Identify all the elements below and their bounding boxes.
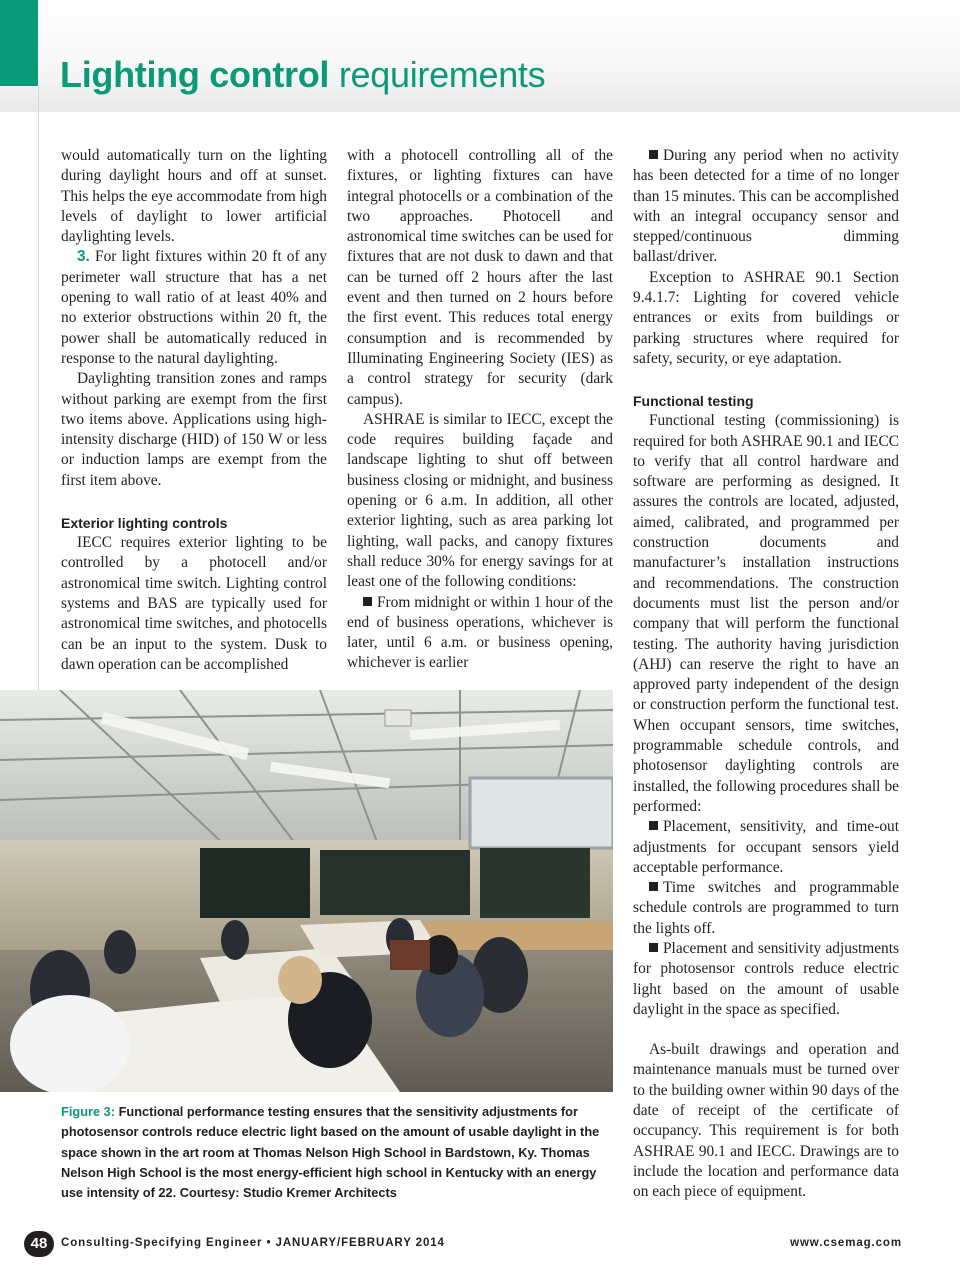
bullet-item	[347, 593, 613, 674]
paragraph: Exception to ASHRAE 90.1 Section 9.4.1.7: Lighting for covered vehicle entrances or exits from buildings or parking structures where required for safety, security, or eye adaptation.	[633, 268, 899, 367]
bullet-item	[633, 939, 899, 1020]
item-text: For light fixtures within 20 ft of any perimeter wall structure that has a net opening to wall ratio of at least 40% and no exterior obstructions within 20 ft, the power shall be automatically reduced in response to the natural daylighting.	[61, 248, 327, 367]
bullet-text: Placement, sensitivity, and time-out adjustments for occupant sensors yield acceptable performance.	[633, 818, 899, 876]
bullet-text: Time switches and programmable schedule controls are programmed to turn the lights off.	[633, 879, 899, 937]
bullet-text: From midnight or within 1 hour of the end of business operations, whichever is later, until 6 a.m. or business opening, whichever is earlier	[347, 593, 613, 672]
spacer	[633, 1020, 899, 1040]
paragraph: would automatically turn on the lighting during daylight hours and off at sunset. This helps the eye accommodate from high levels of daylight to lower artificial daylighting levels.	[61, 147, 327, 246]
page-title	[60, 54, 545, 96]
square-bullet-icon	[649, 821, 658, 830]
website-link[interactable]: www.csemag.com	[790, 1237, 902, 1249]
bullet-item	[633, 817, 899, 878]
item-number: 3.	[77, 248, 90, 266]
classroom-illustration	[0, 690, 613, 1092]
section-heading-exterior: Exterior lighting controls	[61, 515, 228, 532]
bullet-text: During any period when no activity has been detected for a time of no longer than 15 minutes. This can be accomplished with an integral occupancy sensor and stepped/continuous dimming ballast/driver.	[633, 147, 899, 266]
paragraph: with a photocell controlling all of the fixtures, or lighting fixtures can have integral photocells or a combination of the two approaches. Photocell and astronomical time switches can be used for fixtures that are not dusk to dawn and that can be turned off 2 hours after the last event and then turned on 2 hours before the first event. This reduces total energy consumption and is recommended by Illuminating Engineering Society (IES) as a control strategy for security (dark campus).	[347, 147, 613, 408]
page-number: 48	[24, 1231, 54, 1257]
square-bullet-icon	[649, 943, 658, 952]
bullet-text: Placement and sensitivity adjustments for photosensor controls reduce electric light based on the amount of usable daylight in the space as specified.	[633, 939, 899, 1018]
column-2	[347, 146, 613, 674]
publication-info: Consulting-Specifying Engineer • JANUARY/FEBRUARY 2014	[61, 1237, 445, 1249]
paragraph: Functional testing (commissioning) is required for both ASHRAE 90.1 and IECC to verify that all control hardware and software are performing as designed. It assures the controls are located, adjusted, aimed, calibrated, and programmed per construction documents and manufacturer’s installation instructions and recommendations. The construction documents must list the person and/or company that will perform the functional testing. The authority having jurisdiction (AHJ) can reserve the right to have an approved party independent of the design or construction perform the functional test. When occupant sensors, time switches, programmable schedule controls, and photosensor daylighting controls are installed, the following procedures shall be performed:	[633, 412, 899, 815]
bullet-item	[633, 146, 899, 268]
bullet-item	[633, 878, 899, 939]
square-bullet-icon	[649, 150, 658, 159]
section-heading-functional: Functional testing	[633, 393, 754, 410]
column-3	[633, 146, 899, 1203]
accent-bar	[0, 0, 38, 86]
paragraph: As-built drawings and operation and maintenance manuals must be turned over to the building owner within 90 days of the date of receipt of the certificate of occupancy. This requirement is for both ASHRAE 90.1 and IECC. Drawings are to include the location and performance data on each piece of equipment.	[633, 1041, 899, 1201]
numbered-item	[61, 247, 327, 369]
figure-label: Figure 3:	[61, 1104, 116, 1119]
page-footer	[0, 1228, 960, 1260]
square-bullet-icon	[649, 882, 658, 891]
paragraph: Daylighting transition zones and ramps without parking are exempt from the first two items above. Applications using high-intensity discharge (HID) of 150 W or less or induction lamps are exempt from the first item above.	[61, 370, 327, 489]
classroom-photo	[0, 690, 613, 1092]
margin-rule	[38, 86, 39, 696]
column-1	[61, 146, 327, 675]
paragraph: ASHRAE is similar to IECC, except the code requires building façade and landscape lighting to shut off between business closing or midnight, and business opening or 6 a.m. In addition, all other exterior lighting, such as area parking lot lighting, wall packs, and canopy fixtures shall reduce 30% for energy savings for at least one of the following conditions:	[347, 410, 613, 591]
title-bold: Lighting control	[60, 54, 330, 95]
figure-caption	[61, 1102, 613, 1203]
caption-text: Functional performance testing ensures that the sensitivity adjustments for photosensor controls reduce electric light based on the amount of usable daylight in the space shown in the art room at Thomas Nelson High School in Bardstown, Ky. Thomas Nelson High School is the most energy-efficient high school in Kentucky with an energy use intensity of 22. Courtesy: Studio Kremer Architects	[61, 1104, 600, 1201]
paragraph: IECC requires exterior lighting to be controlled by a photocell and/or astronomical time switch. Lighting control systems and BAS are typically used for astronomical time switches, and photocells can be an input to the system. Dusk to dawn operation can be accomplished	[61, 534, 327, 673]
square-bullet-icon	[363, 597, 372, 606]
title-light: requirements	[338, 54, 546, 95]
